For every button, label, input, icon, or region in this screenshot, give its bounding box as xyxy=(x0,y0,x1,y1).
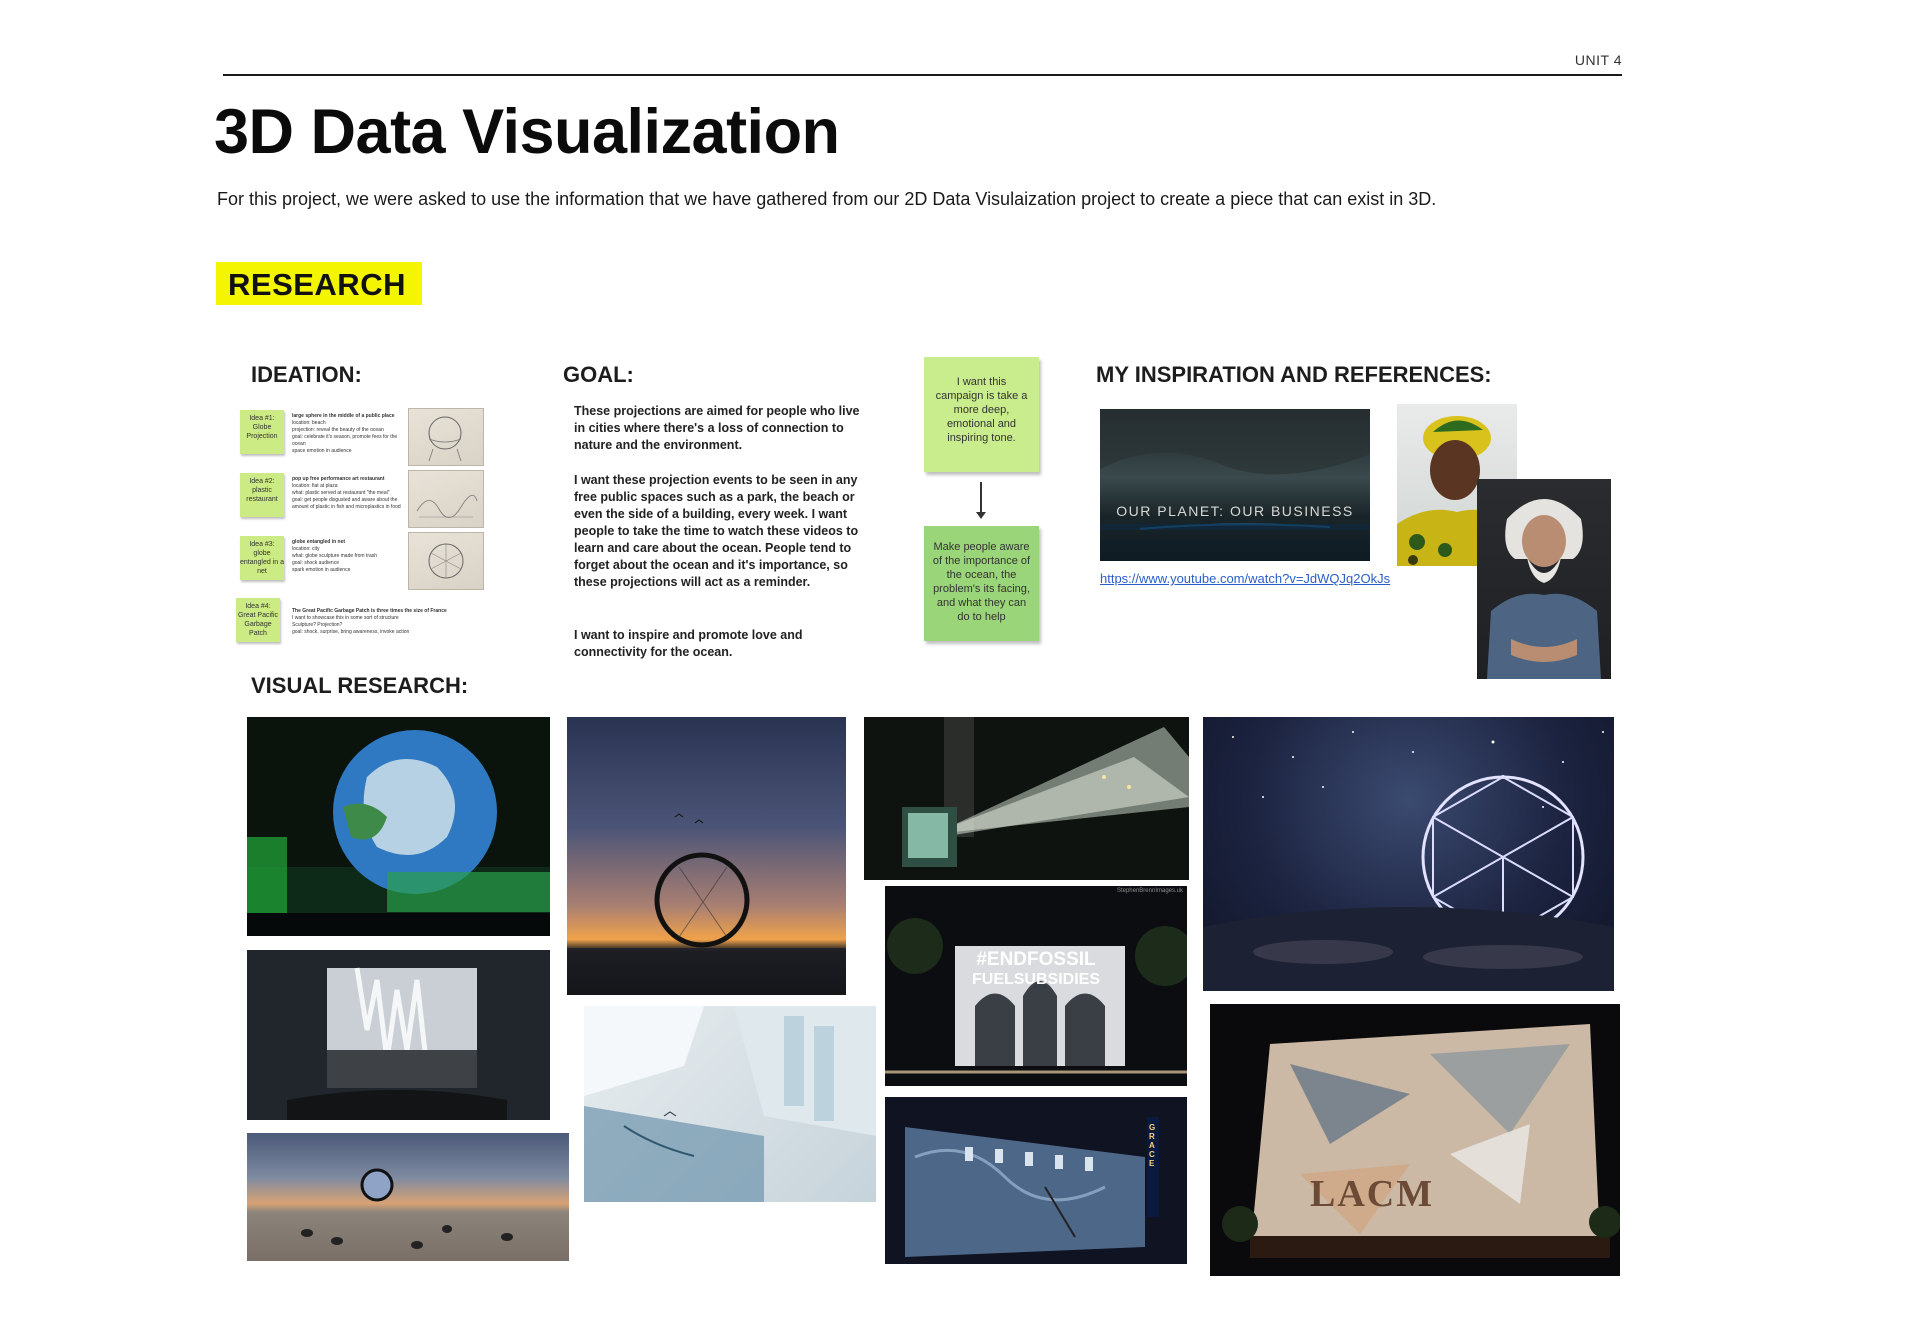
photo-building-projection xyxy=(885,1097,1187,1264)
idea-note: location: fiat at plaza xyxy=(292,483,338,489)
idea-note: Sculpture? Projection? xyxy=(292,622,343,628)
arch-projection-text-2: FUELSUBSIDIES xyxy=(971,971,1100,988)
museum-letters: LACM xyxy=(1310,1173,1435,1215)
idea-note: what: plastic served at restaurant "the meal" xyxy=(292,490,390,496)
research-badge-label: RESEARCH xyxy=(228,267,406,302)
photo-geodesic-dome xyxy=(1203,717,1614,991)
idea-note: pop up free performance art restaurant xyxy=(292,476,385,482)
photo-projector-beam xyxy=(864,717,1189,880)
photo-ring-beach xyxy=(247,1133,569,1261)
inspiration-heading: MY INSPIRATION AND REFERENCES: xyxy=(1096,362,1492,387)
idea-notes xyxy=(292,476,410,511)
header-rule xyxy=(223,74,1622,76)
idea-note: location: city xyxy=(292,546,320,552)
video-caption: OUR PLANET: OUR BUSINESS xyxy=(1116,503,1354,519)
goal-paragraph: These projections are aimed for people who live in cities where there's a loss of connection to nature and the environment. xyxy=(574,404,860,452)
photo-museum-facade xyxy=(1210,1004,1620,1276)
research-badge xyxy=(216,262,422,305)
portrait-man-image xyxy=(1477,479,1611,679)
video-thumbnail[interactable] xyxy=(1100,409,1370,561)
idea-notes xyxy=(292,608,452,636)
idea-note: spark emotion in audience xyxy=(292,567,351,573)
idea-sticky: Idea #3: globe entangled in a net xyxy=(240,536,284,580)
idea-note: large sphere in the middle of a public place xyxy=(292,413,395,419)
intro-text: For this project, we were asked to use the information that we have gathered from our 2D Data Visulaization project to create a piece that can exist in 3D. xyxy=(217,189,1437,209)
unit-label: UNIT 4 xyxy=(1574,52,1622,68)
goal-note-tone: I want this campaign is take a more deep, emotional and inspiring tone. xyxy=(924,357,1039,472)
ideation-heading: IDEATION: xyxy=(251,362,362,387)
idea-sticky: Idea #2: plastic restaurant xyxy=(240,473,284,517)
visual-research-heading: VISUAL RESEARCH: xyxy=(251,673,469,698)
photo-globe-projection xyxy=(247,717,550,936)
goal-paragraph: I want to inspire and promote love and connectivity for the ocean. xyxy=(574,628,803,659)
photo-credit: StephenBrennImages.uk xyxy=(1116,888,1183,894)
photo-marble-arch xyxy=(885,886,1187,1086)
idea-note: globe entangled in net xyxy=(292,539,346,545)
photo-interior-mural xyxy=(584,1006,876,1202)
sketch-net-image xyxy=(408,532,484,590)
sketch-globe-image xyxy=(408,408,484,466)
idea-note: goal: celebrate it's season, promote fees for the ocean xyxy=(292,434,398,447)
idea-sticky: Idea #4: Great Pacific Garbage Patch xyxy=(236,598,280,642)
sketch-restaurant-image xyxy=(408,470,484,528)
idea-notes xyxy=(292,539,410,574)
arch-projection-text-1: #ENDFOSSIL xyxy=(976,949,1096,970)
goal-note-awareness: Make people aware of the importance of the ocean, the problem's its facing, and what they can do to help xyxy=(924,526,1039,641)
idea-note: space emotion in audience xyxy=(292,448,352,454)
idea-notes xyxy=(292,413,410,455)
arrow-line xyxy=(980,482,982,514)
idea-note: I want to showcase this in some sort of structure xyxy=(292,615,399,621)
goal-heading: GOAL: xyxy=(563,362,634,387)
building-sign: GRACE xyxy=(1149,1123,1156,1168)
page-title: 3D Data Visualization xyxy=(214,97,840,167)
idea-note: projection: reveal the beauty of the ocean xyxy=(292,427,384,433)
photo-waterfall-room xyxy=(247,950,550,1120)
idea-note: goal: shock audience xyxy=(292,560,339,566)
idea-note: what: globe sculpture made from trash xyxy=(292,553,378,559)
idea-note: goal: shock, surprise, bring awareness, invoke action xyxy=(292,629,410,635)
goal-paragraph: I want these projection events to be seen in any free public spaces such as a park, the beach or even the side of a building, every week. I want people to take the time to watch these videos to learn and care about the ocean. People tend to forget about the ocean and it's importance, so these projections will act as a reminder. xyxy=(574,473,859,589)
idea-note: location: beach xyxy=(292,420,326,426)
idea-note: amount of plastic in fish and microplastics in food xyxy=(292,504,401,510)
arrow-down-icon xyxy=(976,512,986,519)
idea-note: goal: get people disgusted and aware about the xyxy=(292,497,398,503)
video-link[interactable]: https://www.youtube.com/watch?v=JdWQJq2OkJs xyxy=(1100,571,1391,586)
idea-note: The Great Pacific Garbage Patch is three times the size of France xyxy=(292,608,447,614)
idea-sticky: Idea #1: Globe Projection xyxy=(240,410,284,454)
photo-ring-sunset xyxy=(567,717,846,995)
